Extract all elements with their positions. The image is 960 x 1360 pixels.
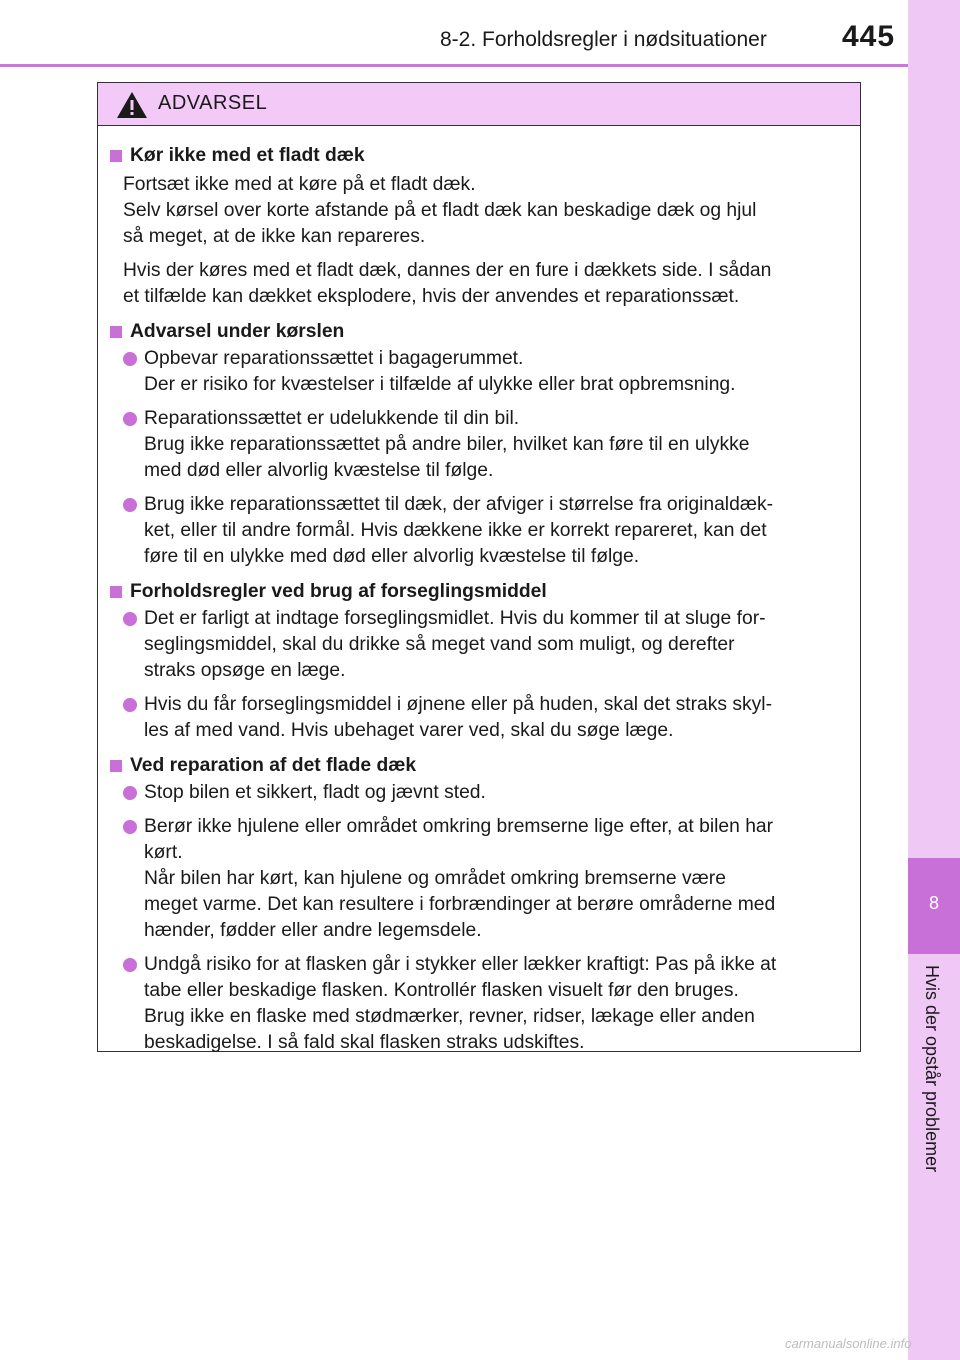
list-item	[106, 692, 852, 744]
warning-section	[106, 578, 852, 744]
circle-bullet-icon	[123, 498, 137, 512]
list-item-line: kørt.	[144, 842, 183, 863]
section-title-text: Ved reparation af det flade dæk	[130, 755, 417, 776]
list-item-line: Der er risiko for kvæstelser i tilfælde af ulykke eller brat opbremsning.	[144, 374, 736, 395]
warning-section	[106, 142, 852, 310]
list-item	[106, 346, 852, 398]
list-item-line: Opbevar reparationssættet i bagagerummet.	[144, 348, 524, 369]
list-item-line: Brug ikke en flaske med stødmærker, revner, ridser, lækage eller anden	[144, 1006, 755, 1027]
list-item-line: Berør ikke hjulene eller området omkring bremserne lige efter, at bilen har	[144, 816, 774, 837]
list-item-line: tabe eller beskadige flasken. Kontrollér flasken visuelt før den bruges.	[144, 980, 739, 1001]
circle-bullet-icon	[123, 352, 137, 366]
warning-body	[98, 126, 860, 1056]
paragraph-line: Fortsæt ikke med at køre på et fladt dæk.	[123, 174, 476, 195]
list-item-line: Brug ikke reparationssættet på andre biler, hvilket kan føre til en ulykke	[144, 434, 750, 455]
list-item-line: Hvis du får forseglingsmiddel i øjnene eller på huden, skal det straks skyl-	[144, 694, 772, 715]
circle-bullet-icon	[123, 820, 137, 834]
section-title	[106, 752, 852, 780]
list-item-line: føre til en ulykke med død eller alvorlig kvæstelse til følge.	[144, 546, 640, 567]
circle-bullet-icon	[123, 612, 137, 626]
paragraph	[106, 258, 852, 310]
circle-bullet-icon	[123, 698, 137, 712]
warning-triangle-icon	[116, 91, 148, 119]
list-item-line: Brug ikke reparationssættet til dæk, der afviger i størrelse fra originaldæk-	[144, 494, 774, 515]
list-item	[106, 780, 852, 806]
list-item	[106, 814, 852, 944]
warning-section	[106, 318, 852, 570]
list-item-line: meget varme. Det kan resultere i forbrændinger at berøre områderne med	[144, 894, 776, 915]
list-item-line: Stop bilen et sikkert, fladt og jævnt sted.	[144, 782, 486, 803]
watermark: carmanualsonline.info	[785, 1336, 912, 1351]
section-title	[106, 318, 852, 346]
circle-bullet-icon	[123, 958, 137, 972]
list-item-line: med død eller alvorlig kvæstelse til følge.	[144, 460, 494, 481]
section-title-text: Forholdsregler ved brug af forseglingsmiddel	[130, 581, 547, 602]
circle-bullet-icon	[123, 786, 137, 800]
list-item	[106, 952, 852, 1056]
list-item	[106, 606, 852, 684]
list-item-line: ket, eller til andre formål. Hvis dækkene ikke er korrekt repareret, kan det	[144, 520, 767, 541]
paragraph-line: Hvis der køres med et fladt dæk, dannes der en fure i dækkets side. I sådan	[123, 260, 772, 281]
warning-title: ADVARSEL	[158, 92, 268, 114]
list-item-line: Reparationssættet er udelukkende til din bil.	[144, 408, 520, 429]
list-item-line: Når bilen har kørt, kan hjulene og området omkring bremserne være	[144, 868, 726, 889]
paragraph-line: et tilfælde kan dækket eksplodere, hvis der anvendes et reparationssæt.	[123, 286, 740, 307]
section-title	[106, 578, 852, 606]
section-title-text: Advarsel under kørslen	[130, 321, 345, 342]
running-title: 8-2. Forholdsregler i nødsituationer	[440, 28, 767, 51]
page-number: 445	[842, 20, 896, 53]
list-item-line: seglingsmiddel, skal du drikke så meget vand som muligt, og derefter	[144, 634, 735, 655]
list-item-line: Undgå risiko for at flasken går i stykker eller lækker kraftigt: Pas på ikke at	[144, 954, 777, 975]
square-bullet-icon	[110, 326, 122, 338]
square-bullet-icon	[110, 586, 122, 598]
chapter-label: Hvis der opstår problemer	[922, 965, 942, 1173]
chapter-number: 8	[928, 893, 939, 913]
paragraph-line: så meget, at de ikke kan repareres.	[123, 226, 426, 247]
list-item-line: straks opsøge en læge.	[144, 660, 346, 681]
paragraph	[106, 172, 852, 250]
section-title	[106, 142, 852, 170]
list-item	[106, 406, 852, 484]
list-item-line: hænder, fødder eller andre legemsdele.	[144, 920, 482, 941]
list-item	[106, 492, 852, 570]
circle-bullet-icon	[123, 412, 137, 426]
list-item-line: beskadigelse. I så fald skal flasken straks udskiftes.	[144, 1032, 585, 1053]
header-rule	[0, 64, 908, 67]
warning-header	[98, 83, 860, 126]
warning-section	[106, 752, 852, 1056]
square-bullet-icon	[110, 150, 122, 162]
warning-box	[97, 82, 861, 1052]
list-item-line: Det er farligt at indtage forseglingsmidlet. Hvis du kommer til at sluge for-	[144, 608, 766, 629]
section-title-text: Kør ikke med et fladt dæk	[130, 145, 365, 166]
paragraph-line: Selv kørsel over korte afstande på et fladt dæk kan beskadige dæk og hjul	[123, 200, 757, 221]
square-bullet-icon	[110, 760, 122, 772]
chapter-side-tab	[908, 0, 960, 1360]
list-item-line: les af med vand. Hvis ubehaget varer ved, skal du søge læge.	[144, 720, 674, 741]
